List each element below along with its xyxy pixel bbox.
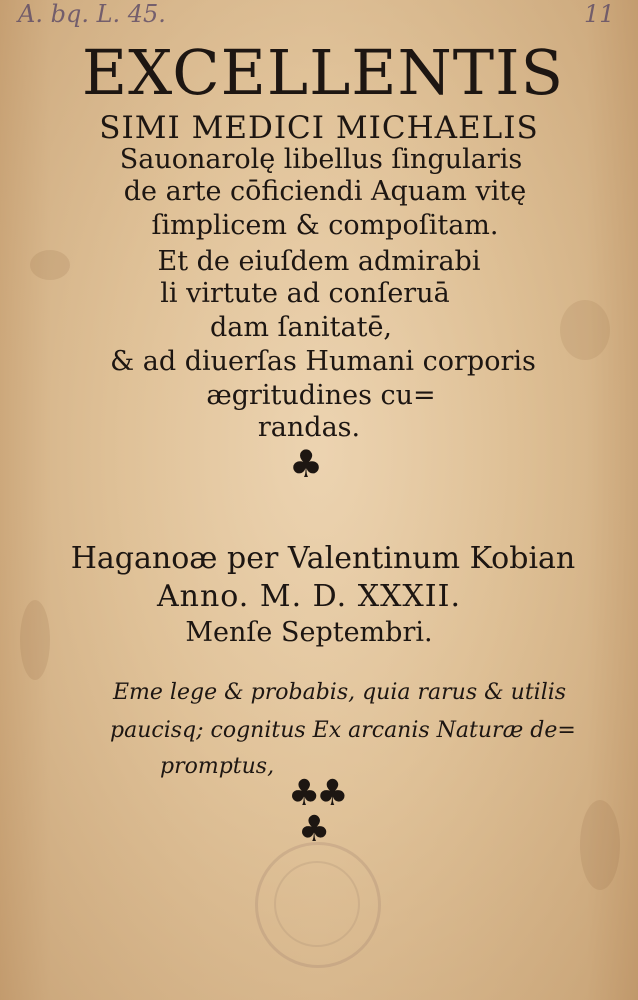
fleuron-pair-ornament-icon: ♣♣ <box>288 773 345 814</box>
title-line-6: Et de eiuſdem admirabi <box>157 246 481 277</box>
title-line-1: EXCELLENTIS <box>81 36 565 109</box>
imprint-line-2: Anno. M. D. XXXII. <box>156 579 462 614</box>
title-line-11: randas. <box>257 412 361 443</box>
fleuron-ornament-icon: ♣ <box>289 442 324 486</box>
motto-line-1: Eme lege & probabis, quia rarus & utilis <box>113 680 567 705</box>
shelfmark-annotation: A. bq. L. 45. <box>18 0 166 28</box>
imprint-line-1: Haganoæ per Valentinum Kobian <box>70 541 576 576</box>
title-line-2: SIMI MEDICI MICHAELIS <box>99 110 539 146</box>
motto-line-2: paucisq; cognitus Ex arcanis Naturæ de= <box>110 718 576 743</box>
title-line-10: ægritudines cu= <box>206 380 436 411</box>
title-line-4: de arte cōficiendi Aquam vitę <box>123 176 527 207</box>
title-line-9: & ad diuerſas Humani corporis <box>110 346 536 377</box>
imprint-line-3: Menſe Septembri. <box>185 617 433 648</box>
title-line-5: ſimplicem & compoſitam. <box>151 210 499 241</box>
paper-stain <box>580 800 620 890</box>
motto-line-3: promptus, <box>160 754 275 779</box>
library-stamp-inner-ring <box>274 861 360 947</box>
title-line-3: Sauonarolę libellus ſingularis <box>119 144 523 175</box>
fleuron-ornament-icon: ♣ <box>298 809 331 850</box>
corner-annotation: 11 <box>584 0 615 28</box>
title-line-7: li virtute ad conſeruā <box>160 278 450 309</box>
title-line-8: dam ſanitatē, <box>209 312 393 343</box>
library-stamp <box>255 842 381 968</box>
